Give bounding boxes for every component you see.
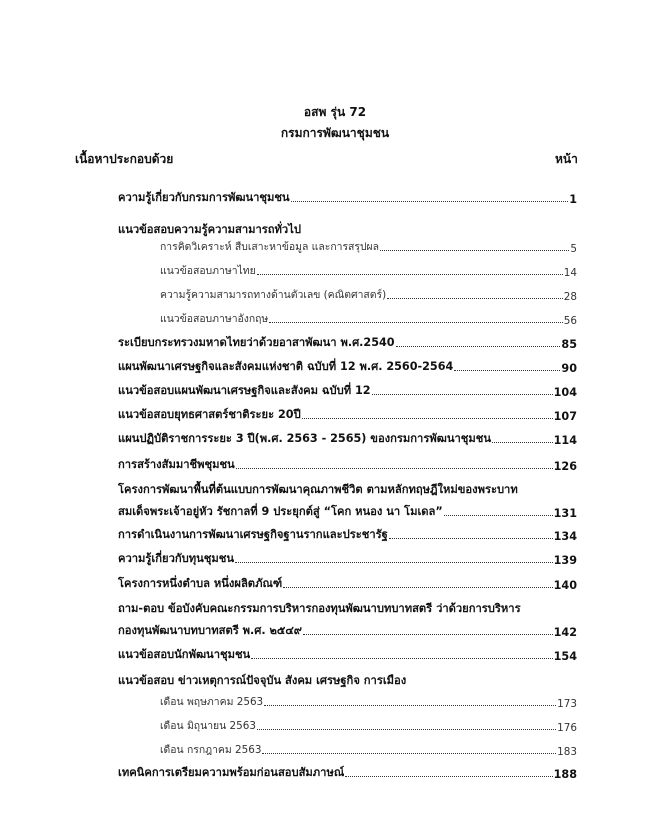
toc-entry-page: 114 [553, 434, 577, 447]
toc-entry [118, 334, 577, 351]
dot-leader [345, 776, 552, 777]
document-title: อสพ รุ่น 72 [303, 105, 367, 119]
dot-leader [454, 370, 560, 371]
toc-entry [118, 189, 577, 206]
toc-entry-page: 131 [553, 507, 577, 520]
dot-leader [291, 201, 569, 202]
toc-entry-page: 1 [569, 193, 577, 206]
dot-leader [283, 587, 553, 588]
toc-entry-page: 5 [570, 243, 577, 255]
toc-entry-page: 139 [553, 554, 577, 567]
dot-leader [264, 705, 556, 706]
toc-section-heading: แนวข้อสอบ ข่าวเหตุการณ์ปัจจุบัน สังคม เศรษฐกิจ การเมือง [118, 674, 407, 687]
toc-entry-page: 104 [553, 386, 577, 399]
toc-entry [118, 456, 577, 473]
toc-entry [118, 646, 577, 663]
dot-leader [380, 250, 569, 251]
dot-leader [444, 515, 553, 516]
toc-entry-title: เดือน มิถุนายน 2563 [160, 720, 256, 732]
toc-subentry [160, 286, 577, 303]
toc-entry-title: การสร้างสัมมาชีพชุมชน [118, 458, 235, 471]
dot-leader [269, 322, 562, 323]
toc-entry-title: แนวข้อสอบภาษาอังกฤษ [160, 313, 269, 325]
toc-subentry [160, 262, 577, 279]
toc-entry-page: 183 [557, 746, 577, 758]
toc-entry-page: 14 [563, 267, 577, 279]
toc-entry-title: สมเด็จพระเจ้าอยู่หัว รัชกาลที่ 9 ประยุกต์สู่ “โคก หนอง นา โมเดล” [118, 505, 443, 518]
toc-entry-title: การดำเนินงานการพัฒนาเศรษฐกิจฐานรากและประชารัฐ [118, 528, 388, 541]
document-subtitle: กรมการพัฒนาชุมชน [280, 126, 390, 140]
toc-entry-title: การคิดวิเคราะห์ สืบเสาะหาข้อมูล และการสรุปผล [160, 241, 380, 253]
toc-entry-page: 173 [557, 698, 577, 710]
toc-subentry [160, 310, 577, 327]
toc-entry-title-line1: ถาม-ตอบ ข้อบังคับคณะกรรมการบริหารกองทุนพัฒนาบทบาทสตรี ว่าด้วยการบริหาร [118, 602, 521, 615]
dot-leader [387, 298, 563, 299]
toc-subentry [160, 693, 577, 710]
toc-entry-page: 140 [553, 579, 577, 592]
toc-heading: เนื้อหาประกอบด้วย [75, 152, 174, 166]
toc-subentry [160, 741, 577, 758]
toc-entry [118, 526, 577, 543]
toc-entry-page: 126 [553, 460, 577, 473]
toc-entry-title: ความรู้เกี่ยวกับกรมการพัฒนาชุมชน [118, 191, 290, 204]
toc-entry-title: โครงการหนึ่งตำบล หนึ่งผลิตภัณฑ์ [118, 577, 283, 590]
toc-entry-title: ความรู้เกี่ยวกับทุนชุมชน [118, 552, 234, 565]
toc-entry-title: แนวข้อสอบแผนพัฒนาเศรษฐกิจและสังคม ฉบับที่ 12 [118, 384, 371, 397]
dot-leader [396, 346, 561, 347]
toc-entry-page: 28 [563, 291, 577, 303]
toc-entry [118, 764, 577, 781]
toc-entry [118, 622, 577, 639]
dot-leader [372, 394, 553, 395]
dot-leader [257, 729, 556, 730]
dot-leader [492, 442, 553, 443]
toc-entry-title: เดือน พฤษภาคม 2563 [160, 696, 264, 708]
toc-entry-page: 188 [553, 768, 577, 781]
toc-entry-page: 56 [563, 315, 577, 327]
toc-entry-title: ระเบียบกระทรวงมหาดไทยว่าด้วยอาสาพัฒนา พ.ศ.2540 [118, 336, 395, 349]
toc-entry-title: แนวข้อสอบนักพัฒนาชุมชน [118, 648, 251, 661]
toc-entry [118, 550, 577, 567]
toc-entry [118, 430, 577, 447]
toc-entry-title: แผนปฏิบัติราชการระยะ 3 ปี(พ.ศ. 2563 - 2565) ของกรมการพัฒนาชุมชน [118, 432, 491, 445]
toc-entry [118, 358, 577, 375]
toc-subentry [160, 238, 577, 255]
dot-leader [303, 634, 553, 635]
dot-leader [302, 418, 553, 419]
toc-entry-page: 142 [553, 626, 577, 639]
dot-leader [262, 753, 556, 754]
dot-leader [257, 274, 563, 275]
toc-entry [118, 382, 577, 399]
dot-leader [235, 562, 553, 563]
toc-entry-title: เทคนิคการเตรียมความพร้อมก่อนสอบสัมภาษณ์ [118, 766, 345, 779]
toc-entry-title: แผนพัฒนาเศรษฐกิจและสังคมแห่งชาติ ฉบับที่ 12 พ.ศ. 2560-2564 [118, 360, 454, 373]
toc-entry-page: 176 [557, 722, 577, 734]
toc-entry-page: 154 [553, 650, 577, 663]
toc-entry-page: 107 [553, 410, 577, 423]
toc-entry-title: ความรู้ความสามารถทางด้านตัวเลข (คณิตศาสตร์) [160, 289, 387, 301]
page-column-heading: หน้า [555, 152, 578, 166]
toc-entry-title: แนวข้อสอบยุทธศาสตร์ชาติระยะ 20ปี [118, 408, 301, 421]
toc-entry-title: กองทุนพัฒนาบทบาทสตรี พ.ศ. ๒๕๔๙ [118, 624, 302, 637]
dot-leader [251, 658, 552, 659]
toc-entry [118, 575, 577, 592]
toc-entry-page: 90 [561, 362, 577, 375]
toc-entry-page: 85 [561, 338, 577, 351]
dot-leader [236, 468, 553, 469]
toc-entry-title: เดือน กรกฎาคม 2563 [160, 744, 262, 756]
toc-section-heading: แนวข้อสอบความรู้ความสามารถทั่วไป [118, 223, 301, 236]
dot-leader [389, 538, 553, 539]
toc-entry-page: 134 [553, 530, 577, 543]
toc-entry [118, 503, 577, 520]
toc-entry [118, 406, 577, 423]
toc-entry-title: แนวข้อสอบภาษาไทย [160, 265, 256, 277]
toc-entry-title-line1: โครงการพัฒนาพื้นที่ต้นแบบการพัฒนาคุณภาพชีวิต ตามหลักทฤษฎีใหม่ของพระบาท [118, 483, 518, 496]
toc-subentry [160, 717, 577, 734]
